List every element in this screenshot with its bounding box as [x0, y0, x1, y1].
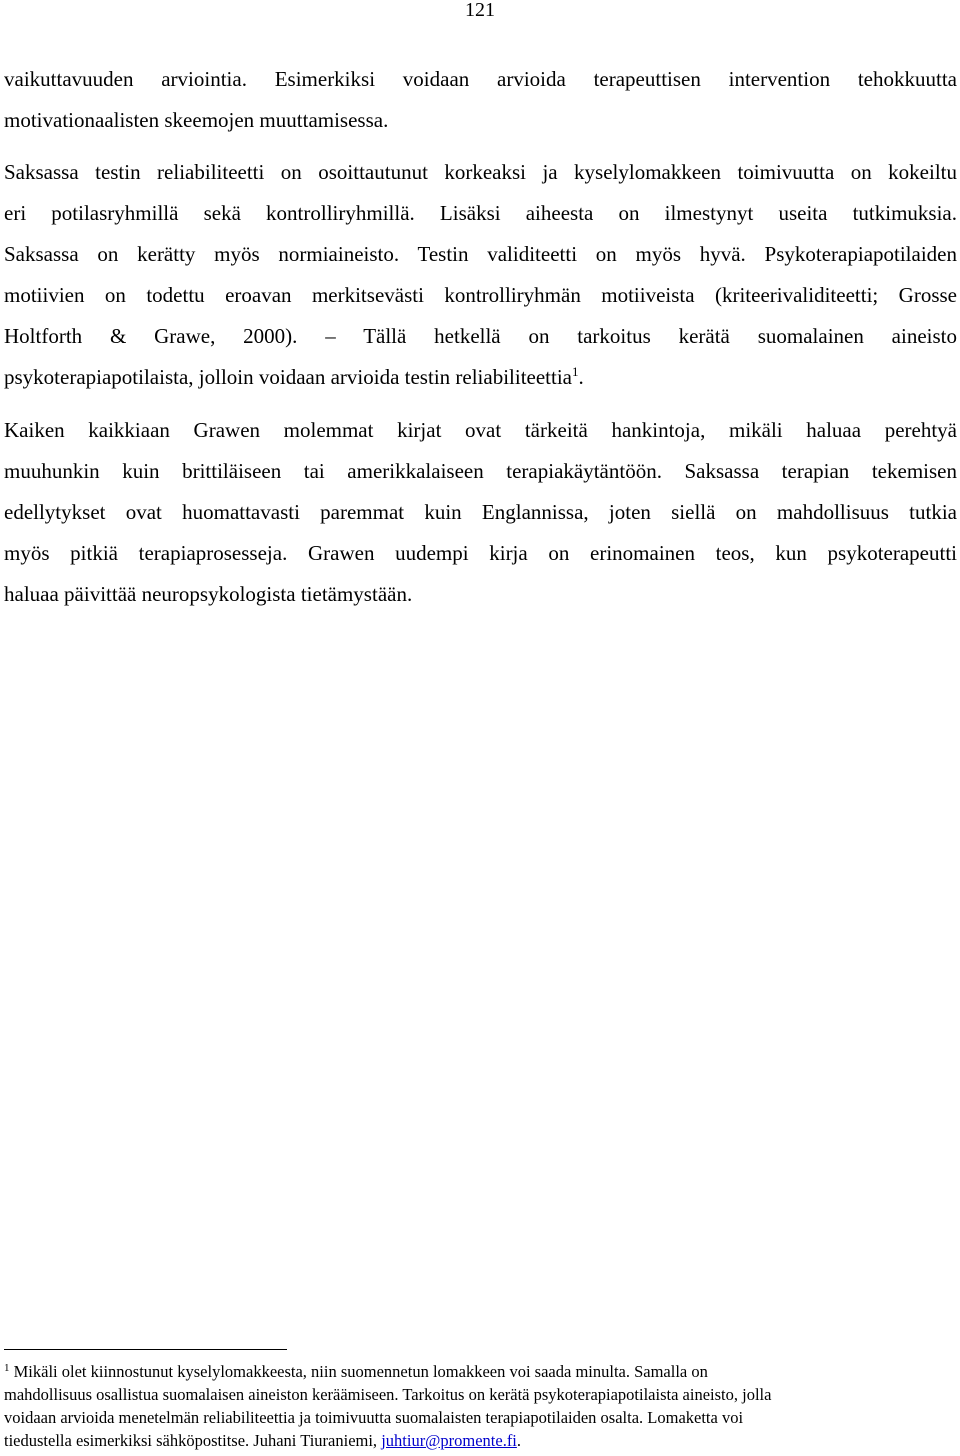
text-line: Holtforth & Grawe, 2000). – Tällä hetkellä on tarkoitus kerätä suomalainen aineisto [4, 324, 957, 348]
email-link[interactable]: juhtiur@promente.fi [381, 1431, 517, 1450]
text-line: muuhunkin kuin brittiläiseen tai amerikkalaiseen terapiakäytäntöön. Saksassa terapian tekemisen [4, 459, 957, 483]
footnote-line [4, 1360, 956, 1383]
footnote-line: mahdollisuus osallistua suomalaisen aineiston keräämiseen. Tarkoitus on kerätä psykoterapiapotilaista aineisto, jolla [4, 1385, 772, 1404]
footnote-reference[interactable]: 1 [572, 364, 579, 379]
text-line: haluaa päivittää neuropsykologista tietämystään. [4, 582, 413, 606]
text-line [4, 357, 957, 398]
footnote-end: . [516, 1431, 522, 1450]
text-line: eri potilasryhmillä sekä kontrolliryhmillä. Lisäksi aiheesta on ilmestynyt useita tutkimuksia. [4, 201, 957, 225]
text-line-content: psykoterapiapotilaista, jolloin voidaan arvioida testin reliabiliteettia [4, 365, 573, 389]
footnote-text: Mikäli olet kiinnostunut kyselylomakkeesta, niin suomennetun lomakkeen voi saada minulta. Samalla on [9, 1362, 708, 1381]
footnote-line: voidaan arvioida menetelmän reliabiliteettia ja toimivuutta suomalaisten terapiapotilaiden osalta. Lomaketta voi [4, 1408, 744, 1427]
footnote-marker: 1 [4, 1362, 10, 1374]
text-line: Saksassa testin reliabiliteetti on osoittautunut korkeaksi ja kyselylomakkeen toimivuutta on kokeiltu [4, 160, 957, 184]
text-line: edellytykset ovat huomattavasti paremmat kuin Englannissa, joten siellä on mahdollisuus tutkia [4, 500, 957, 524]
footnote-text: tiedustella esimerkiksi sähköpostitse. Juhani Tiuraniemi, [4, 1431, 382, 1450]
paragraph [4, 152, 957, 398]
text-line: vaikuttavuuden arviointia. Esimerkiksi voidaan arvioida terapeuttisen intervention tehokkuutta [4, 67, 957, 91]
text-line: motiivien on todettu eroavan merkitsevästi kontrolliryhmän motiiveista (kriteerivaliditeetti; Grosse [4, 283, 957, 307]
footnote-line [4, 1429, 956, 1452]
paragraph [4, 410, 957, 615]
footnote-separator [4, 1349, 287, 1350]
page-number: 121 [465, 0, 495, 21]
text-line: Kaiken kaikkiaan Grawen molemmat kirjat ovat tärkeitä hankintoja, mikäli haluaa perehtyä [4, 418, 957, 442]
footnote [4, 1360, 956, 1452]
text-line: motivationaalisten skeemojen muuttamisessa. [4, 108, 389, 132]
text-line: Saksassa on kerätty myös normiaineisto. Testin validiteetti on myös hyvä. Psykoterapiapotilaiden [4, 242, 957, 266]
paragraph [4, 59, 957, 141]
text-line: myös pitkiä terapiaprosesseja. Grawen uudempi kirja on erinomainen teos, kun psykoterapeutti [4, 541, 957, 565]
sentence-end: . [578, 365, 584, 389]
